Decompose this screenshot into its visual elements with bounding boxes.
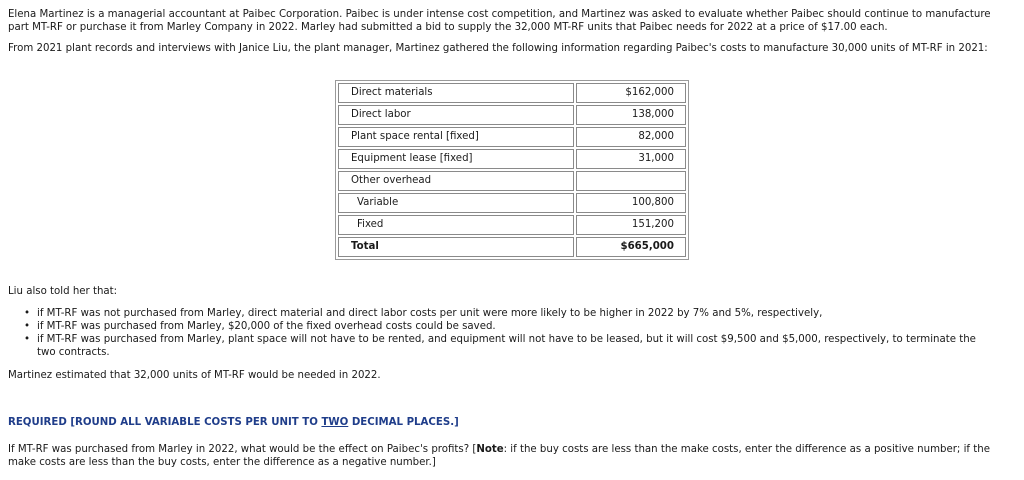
list-item xyxy=(20,333,995,359)
row-amount xyxy=(576,171,686,191)
total-label: Total xyxy=(338,237,574,257)
assumption-list xyxy=(20,307,995,359)
records-paragraph: From 2021 plant records and interviews with Janice Liu, the plant manager, Martinez gathered the following information regarding Paibec's costs to manufacture 30,000 units of MT-RF in 2021: xyxy=(8,43,988,54)
list-item-text: if MT-RF was not purchased from Marley, direct material and direct labor costs per unit were more likely to be higher in 2022 by 7% and 5%, respectively, xyxy=(37,308,823,319)
question-paragraph xyxy=(8,443,1014,469)
row-amount: 138,000 xyxy=(576,105,686,125)
row-label: Direct labor xyxy=(338,105,574,125)
required-heading xyxy=(8,416,1014,429)
row-amount: 100,800 xyxy=(576,193,686,213)
table-row xyxy=(338,193,686,213)
intro-paragraph: Elena Martinez is a managerial accountant at Paibec Corporation. Paibec is under intense cost competition, and Martinez was asked to evaluate whether Paibec should continue to manufacture part MT-RF or purchase it from Marley Company in 2022. Marley had submitted a bid to supply the 32,000 MT-RF units that Paibec needs for 2022 at a price of $17.00 each. xyxy=(8,9,991,33)
total-row xyxy=(338,237,686,257)
table-row xyxy=(338,105,686,125)
required-text-end: DECIMAL PLACES.] xyxy=(348,417,459,428)
bullet-icon: • xyxy=(24,334,31,345)
cost-table xyxy=(335,80,689,260)
table-row xyxy=(338,171,686,191)
table-row xyxy=(338,127,686,147)
row-amount: 31,000 xyxy=(576,149,686,169)
note-open: [ xyxy=(469,444,477,455)
total-amount: $665,000 xyxy=(576,237,686,257)
row-label: Direct materials xyxy=(338,83,574,103)
list-item-text: if MT-RF was purchased from Marley, plant space will not have to be rented, and equipment will not have to be leased, but it will cost $9,500 and $5,000, respectively, to terminate the two contracts. xyxy=(37,334,976,358)
list-item-text: if MT-RF was purchased from Marley, $20,000 of the fixed overhead costs could be saved. xyxy=(37,321,496,332)
list-item xyxy=(20,307,995,320)
estimate-paragraph: Martinez estimated that 32,000 units of MT-RF would be needed in 2022. xyxy=(8,370,381,381)
row-label: Fixed xyxy=(338,215,574,235)
row-label: Variable xyxy=(338,193,574,213)
table-row xyxy=(338,149,686,169)
note-label: Note xyxy=(476,444,504,455)
row-label: Other overhead xyxy=(338,171,574,191)
bullet-icon: • xyxy=(24,308,31,319)
row-label: Plant space rental [fixed] xyxy=(338,127,574,147)
row-amount: 82,000 xyxy=(576,127,686,147)
row-amount: $162,000 xyxy=(576,83,686,103)
table-row xyxy=(338,83,686,103)
list-item xyxy=(20,320,995,333)
question-text: If MT-RF was purchased from Marley in 2022, what would be the effect on Paibec's profits? xyxy=(8,444,470,455)
required-text-start: REQUIRED [ROUND ALL VARIABLE COSTS PER UNIT TO xyxy=(8,417,322,428)
row-label: Equipment lease [fixed] xyxy=(338,149,574,169)
required-underlined: TWO xyxy=(321,417,349,428)
bullet-icon: • xyxy=(24,321,31,332)
liu-paragraph: Liu also told her that: xyxy=(8,286,118,297)
note-text: : if the buy costs are less than the make costs, enter the difference as a positive number; if the make costs are less than the buy costs, enter the difference as a negative number.] xyxy=(8,444,990,468)
row-amount: 151,200 xyxy=(576,215,686,235)
table-row xyxy=(338,215,686,235)
